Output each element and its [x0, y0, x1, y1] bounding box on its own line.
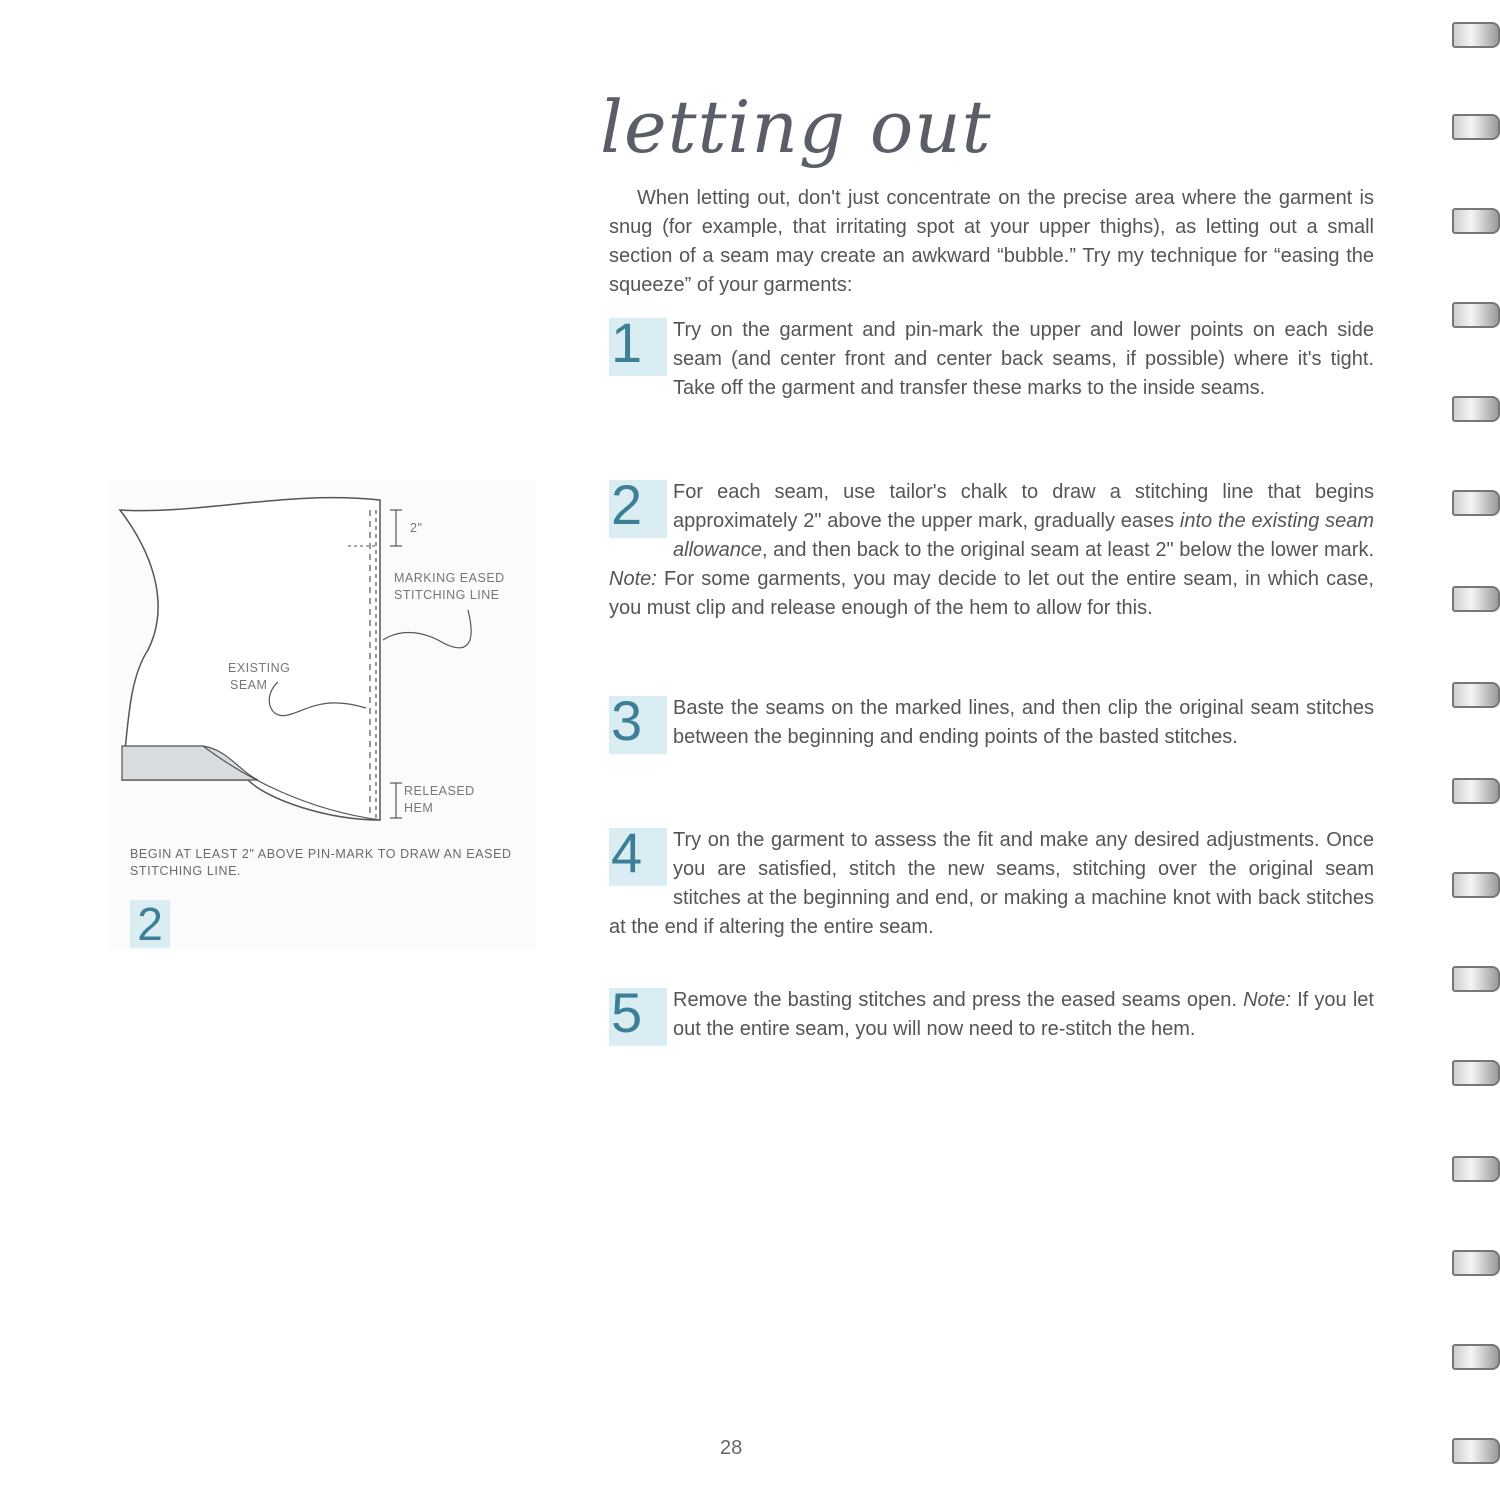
binding-coil — [1452, 1344, 1500, 1370]
released-hem-label-line: RELEASED — [404, 784, 475, 798]
released-hem-label — [404, 783, 475, 817]
step-text: , and then back to the original seam at least 2" below the lower mark. — [761, 539, 1374, 561]
seam-illustration — [108, 480, 536, 950]
binding-coil — [1452, 682, 1500, 708]
binding-coil — [1452, 1060, 1500, 1086]
note-text: If you let out the entire seam, you will now need to re-stitch the hem. — [673, 989, 1374, 1040]
binding-coil — [1452, 1156, 1500, 1182]
section-heading: letting out — [600, 85, 992, 169]
existing-seam-label-line: EXISTING — [228, 661, 291, 675]
step-2 — [609, 473, 1374, 623]
intro-paragraph: When letting out, don't just concentrate on the precise area where the garment is snug (for example, that irritating spot at your upper thighs), as letting out a small section of a seam may create an awkward “bubble.” Try my technique for “easing the squeeze” of your garments: — [609, 187, 1374, 296]
binding-coil — [1452, 778, 1500, 804]
step-number: 2 — [609, 480, 667, 538]
marking-label — [394, 570, 505, 604]
step-text-italic: into the existing seam allowance — [673, 510, 1374, 561]
existing-seam-label — [228, 660, 290, 694]
marking-label-line: MARKING EASED — [394, 571, 505, 585]
binding-coil — [1452, 1438, 1500, 1464]
step-1 — [609, 311, 1374, 403]
binding-coil — [1452, 586, 1500, 612]
step-4 — [609, 821, 1374, 942]
binding-coil — [1452, 1250, 1500, 1276]
step-number: 3 — [609, 696, 667, 754]
step-5 — [609, 981, 1374, 1046]
step-number: 5 — [609, 988, 667, 1046]
measure-top-label: 2" — [410, 521, 423, 535]
binding-coil — [1452, 966, 1500, 992]
binding-coil — [1452, 872, 1500, 898]
binding-coil — [1452, 114, 1500, 140]
step-number: 1 — [609, 318, 667, 376]
binding-coil — [1452, 490, 1500, 516]
note-label: Note: — [1243, 989, 1291, 1011]
figure-caption: BEGIN AT LEAST 2" ABOVE PIN-MARK TO DRAW AN EASED STITCHING LINE. — [130, 847, 512, 878]
binding-coil — [1452, 22, 1500, 48]
marking-leader — [383, 610, 471, 648]
step-text: For each seam, use tailor's chalk to draw a stitching line that begins approximately 2" above the upper mark, gradually eases — [673, 481, 1374, 532]
marking-label-line: STITCHING LINE — [394, 588, 500, 602]
figure-number: 2 — [130, 900, 170, 948]
binding-coil — [1452, 396, 1500, 422]
step-text: Try on the garment and pin-mark the upper and lower points on each side seam (and center front and center back seams, if possible) where it's tight. Take off the garment and transfer these marks to the inside seams. — [673, 319, 1374, 399]
existing-seam-label-line: SEAM — [230, 678, 268, 692]
note-label: Note: — [609, 568, 657, 590]
step-3 — [609, 689, 1374, 754]
page-number: 28 — [720, 1437, 743, 1459]
spiral-binding — [1448, 0, 1500, 1487]
binding-coil — [1452, 302, 1500, 328]
step-text: Baste the seams on the marked lines, and then clip the original seam stitches between the beginning and ending points of the basted stitches. — [673, 697, 1374, 748]
step-number: 4 — [609, 828, 667, 886]
released-hem-label-line: HEM — [404, 801, 434, 815]
binding-coil — [1452, 208, 1500, 234]
step-text: Try on the garment to assess the fit and make any desired adjustments. Once you are satisfied, stitch the new seams, stitching over the original seam stitches at the beginning and end, or making a machine knot with back stitches at the end if altering the entire seam. — [609, 829, 1374, 938]
note-text: For some garments, you may decide to let out the entire seam, in which case, you must clip and release enough of the hem to allow for this. — [609, 568, 1374, 619]
step-text: Remove the basting stitches and press the eased seams open. — [673, 989, 1244, 1011]
